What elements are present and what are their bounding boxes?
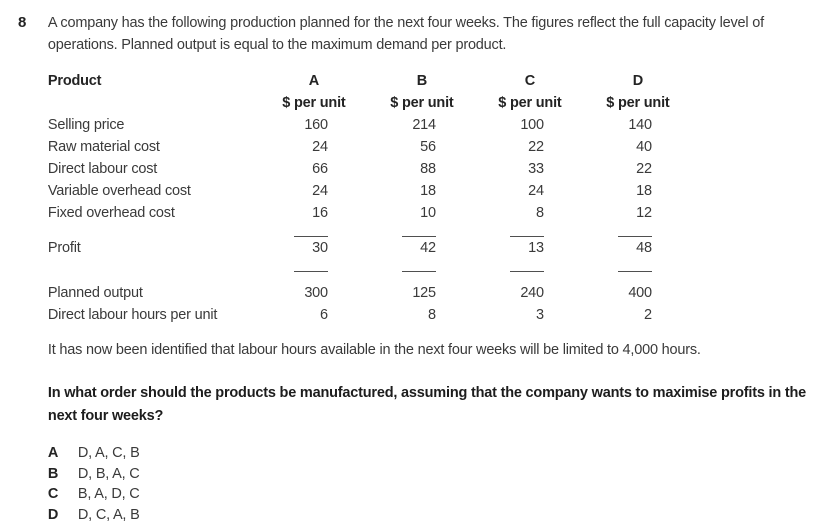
rule-cell	[476, 224, 584, 237]
cell-value: 33	[476, 158, 584, 180]
cell-value: 214	[368, 114, 476, 136]
row-label: Selling price	[48, 114, 260, 136]
intro-line-1: A company has the following production planned for the next four weeks. The figures reflect the full capacity level of	[48, 12, 806, 34]
row-label: Planned output	[48, 282, 260, 304]
column-header-b: B	[368, 70, 476, 92]
rule-cell	[476, 259, 584, 272]
answer-options	[48, 443, 806, 525]
cell-value: 100	[476, 114, 584, 136]
row-label: Profit	[48, 237, 260, 259]
cell-value: 48	[584, 237, 692, 259]
rule-cell	[584, 259, 692, 272]
cell-value: 8	[368, 304, 476, 326]
cell-value: 66	[260, 158, 368, 180]
table-row-raw-material	[48, 136, 692, 158]
spacer-cell	[260, 272, 368, 282]
table-row-planned-output	[48, 282, 692, 304]
option-a	[48, 443, 806, 464]
question-number: 8	[18, 12, 48, 525]
option-text: D, B, A, C	[78, 464, 140, 485]
cell-value: 22	[584, 158, 692, 180]
option-letter: C	[48, 484, 78, 505]
unit-label-d: $ per unit	[584, 92, 692, 114]
row-label: Variable overhead cost	[48, 180, 260, 202]
rule-cell	[260, 224, 368, 237]
cell-value: 12	[584, 202, 692, 224]
option-text: D, A, C, B	[78, 443, 140, 464]
cell-value: 125	[368, 282, 476, 304]
row-label: Raw material cost	[48, 136, 260, 158]
production-table	[48, 70, 692, 326]
subtotal-rule-row	[48, 224, 692, 237]
option-letter: B	[48, 464, 78, 485]
spacer-cell	[584, 272, 692, 282]
option-c	[48, 484, 806, 505]
cell-value: 140	[584, 114, 692, 136]
table-row-variable-overhead	[48, 180, 692, 202]
spacer-cell	[48, 224, 260, 237]
gap-row	[48, 272, 692, 282]
table-row-profit	[48, 237, 692, 259]
row-label: Direct labour hours per unit	[48, 304, 260, 326]
table-row-fixed-overhead	[48, 202, 692, 224]
question-prompt	[48, 382, 806, 428]
cell-value: 24	[260, 180, 368, 202]
option-d	[48, 505, 806, 525]
option-text: B, A, D, C	[78, 484, 140, 505]
rule-cell	[368, 259, 476, 272]
cell-value: 56	[368, 136, 476, 158]
column-header-a: A	[260, 70, 368, 92]
cell-value: 22	[476, 136, 584, 158]
cell-value: 2	[584, 304, 692, 326]
table-row-direct-labour	[48, 158, 692, 180]
cell-value: 42	[368, 237, 476, 259]
row-label: Direct labour cost	[48, 158, 260, 180]
cell-value: 24	[260, 136, 368, 158]
option-b	[48, 464, 806, 485]
column-header-d: D	[584, 70, 692, 92]
spacer-cell	[48, 259, 260, 272]
question-body	[48, 12, 806, 525]
option-letter: A	[48, 443, 78, 464]
rule-cell	[584, 224, 692, 237]
unit-label-a: $ per unit	[260, 92, 368, 114]
cell-value: 10	[368, 202, 476, 224]
option-letter: D	[48, 505, 78, 525]
product-header: Product	[48, 70, 260, 92]
spacer-cell	[476, 272, 584, 282]
row-label: Fixed overhead cost	[48, 202, 260, 224]
cell-value: 400	[584, 282, 692, 304]
prompt-line-1: In what order should the products be manufactured, assuming that the company wants to maximise profits in the	[48, 382, 806, 405]
question-block	[18, 12, 806, 525]
cell-value: 160	[260, 114, 368, 136]
spacer-cell	[48, 92, 260, 114]
column-header-c: C	[476, 70, 584, 92]
table-row-labour-hours	[48, 304, 692, 326]
intro-line-2: operations. Planned output is equal to the maximum demand per product.	[48, 34, 806, 56]
prompt-line-2: next four weeks?	[48, 405, 806, 428]
cell-value: 40	[584, 136, 692, 158]
rule-cell	[368, 224, 476, 237]
option-text: D, C, A, B	[78, 505, 140, 525]
cell-value: 18	[584, 180, 692, 202]
cell-value: 30	[260, 237, 368, 259]
table-row-selling-price	[48, 114, 692, 136]
spacer-cell	[368, 272, 476, 282]
cell-value: 240	[476, 282, 584, 304]
unit-label-b: $ per unit	[368, 92, 476, 114]
unit-label-c: $ per unit	[476, 92, 584, 114]
total-rule-row	[48, 259, 692, 272]
table-unit-row	[48, 92, 692, 114]
cell-value: 8	[476, 202, 584, 224]
cell-value: 18	[368, 180, 476, 202]
constraint-note: It has now been identified that labour hours available in the next four weeks will be limited to 4,000 hours.	[48, 339, 806, 361]
cell-value: 24	[476, 180, 584, 202]
cell-value: 13	[476, 237, 584, 259]
cell-value: 88	[368, 158, 476, 180]
question-intro	[48, 12, 806, 56]
rule-cell	[260, 259, 368, 272]
cell-value: 300	[260, 282, 368, 304]
cell-value: 6	[260, 304, 368, 326]
cell-value: 16	[260, 202, 368, 224]
cell-value: 3	[476, 304, 584, 326]
spacer-cell	[48, 272, 260, 282]
table-header-row	[48, 70, 692, 92]
